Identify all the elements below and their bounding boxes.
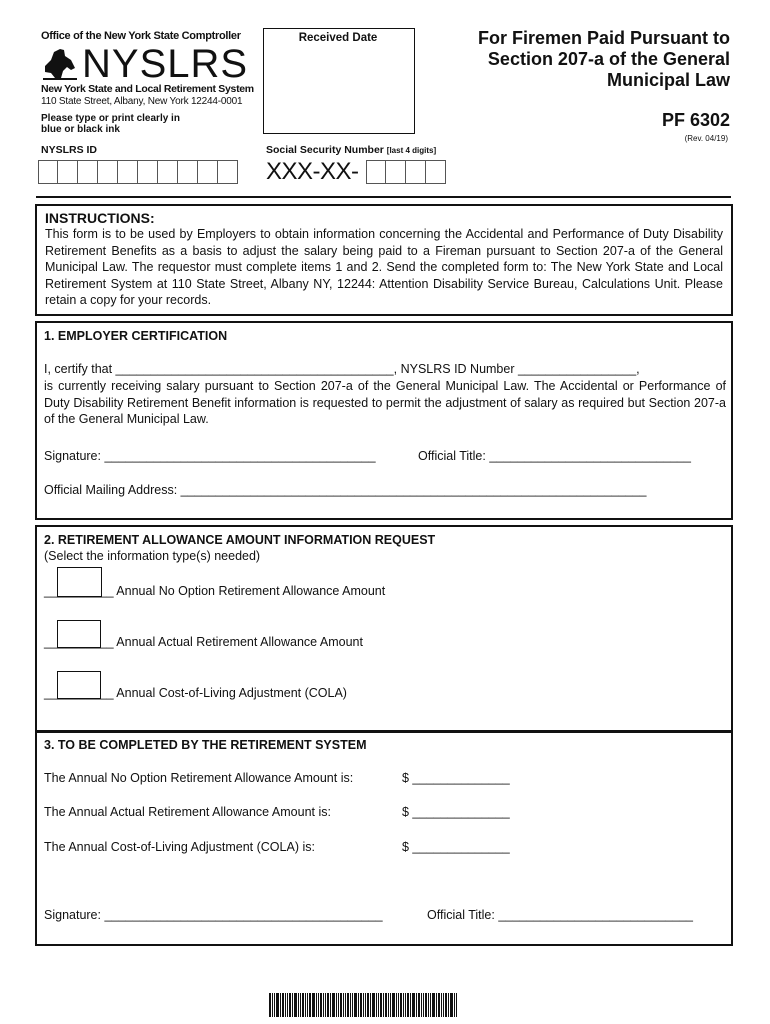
ssn-digit-box[interactable]	[426, 160, 446, 184]
id-digit-box[interactable]	[218, 160, 238, 184]
barcode-bar	[436, 993, 437, 1017]
cola-amount-field[interactable]: $ ______________	[402, 840, 510, 854]
id-digit-box[interactable]	[98, 160, 118, 184]
barcode-bar	[378, 993, 379, 1017]
barcode-bar	[383, 993, 384, 1017]
form-title	[440, 28, 730, 91]
id-digit-box[interactable]	[78, 160, 98, 184]
received-date-label: Received Date	[298, 32, 378, 44]
section2-subheading: (Select the information type(s) needed)	[44, 549, 261, 563]
barcode-bar	[410, 993, 411, 1017]
actual-allowance-label: __________ Annual Actual Retirement Allowance Amount	[44, 635, 363, 649]
barcode-bar	[403, 993, 404, 1017]
certify-text: is currently receiving salary pursuant to Section 207-a of the General Municipal Law. The Accidental or Performance of Duty Disability Retirement Benefit information is requested to permit the adjustment of salary as required but Section 207-a of the General Municipal Law.	[44, 379, 726, 426]
system-address: 110 State Street, Albany, New York 12244-0001	[41, 96, 243, 107]
barcode-bar	[323, 993, 324, 1017]
instructions-section	[35, 204, 733, 316]
ssn-label-text: Social Security Number	[266, 144, 384, 156]
barcode-bar	[425, 993, 427, 1017]
ssn-digit-box[interactable]	[406, 160, 426, 184]
barcode-bar	[421, 993, 422, 1017]
nyslrs-logo-word: NYSLRS	[82, 42, 249, 86]
barcode-bar	[367, 993, 369, 1017]
no-option-amount-label: The Annual No Option Retirement Allowance Amount is:	[44, 771, 354, 785]
barcode-bar	[302, 993, 304, 1017]
id-digit-box[interactable]	[58, 160, 78, 184]
barcode-bar	[358, 993, 359, 1017]
no-option-label: __________ Annual No Option Retirement Allowance Amount	[44, 584, 386, 598]
section1-heading: 1. EMPLOYER CERTIFICATION	[44, 329, 228, 343]
barcode-bar	[276, 993, 279, 1017]
barcode-bar	[309, 993, 311, 1017]
barcode-bar	[318, 993, 319, 1017]
new-york-state-logo-icon	[41, 46, 79, 82]
ssn-prefix: XXX-XX-	[266, 158, 359, 185]
allowance-request-section	[35, 525, 733, 732]
barcode-bar	[336, 993, 337, 1017]
ssn-label-note: [last 4 digits]	[386, 146, 437, 155]
cola-label: __________ Annual Cost-of-Living Adjustment (COLA)	[44, 686, 347, 700]
barcode-bar	[285, 993, 286, 1017]
title-line-3: Municipal Law	[606, 70, 730, 90]
section2-heading: 2. RETIREMENT ALLOWANCE AMOUNT INFORMATION REQUEST	[44, 533, 436, 547]
section3-heading: 3. TO BE COMPLETED BY THE RETIREMENT SYSTEM	[44, 738, 367, 752]
barcode-bar	[423, 993, 424, 1017]
barcode-bar	[289, 993, 291, 1017]
barcode-bar	[332, 993, 335, 1017]
nyslrs-id-label: NYSLRS ID	[41, 144, 98, 156]
system-name: New York State and Local Retirement System	[41, 83, 254, 95]
header-divider	[36, 196, 731, 198]
ssn-digit-box[interactable]	[386, 160, 406, 184]
barcode-bar	[274, 993, 275, 1017]
barcode-bar	[352, 993, 353, 1017]
barcode-bar	[269, 993, 271, 1017]
barcode-bar	[430, 993, 431, 1017]
barcode-bar	[443, 993, 444, 1017]
barcode-bar	[396, 993, 397, 1017]
barcode-bar	[294, 993, 297, 1017]
barcode-bar	[307, 993, 308, 1017]
barcode-bar	[340, 993, 342, 1017]
certify-line[interactable]: I, certify that ________________________________________, NYSLRS ID Number _________________,	[44, 362, 640, 376]
barcode-bar	[298, 993, 299, 1017]
title-line-1: For Firemen Paid Pursuant to	[477, 28, 730, 48]
id-digit-box[interactable]	[138, 160, 158, 184]
barcode-bar	[363, 993, 364, 1017]
id-digit-box[interactable]	[198, 160, 218, 184]
barcode-bar	[398, 993, 399, 1017]
barcode-bar	[280, 993, 281, 1017]
no-option-amount-field[interactable]: $ ______________	[402, 771, 510, 785]
barcode-bar	[350, 993, 351, 1017]
barcode-bar	[392, 993, 395, 1017]
id-digit-box[interactable]	[158, 160, 178, 184]
revision-date: (Rev. 04/19)	[684, 134, 728, 143]
barcode-bar	[282, 993, 284, 1017]
ssn-digit-box[interactable]	[366, 160, 386, 184]
instructions-heading: INSTRUCTIONS:	[45, 210, 155, 226]
barcode-bar	[380, 993, 382, 1017]
barcode-bar	[376, 993, 377, 1017]
barcode-bar	[412, 993, 415, 1017]
barcode-bar	[454, 993, 455, 1017]
barcode-bar	[432, 993, 435, 1017]
id-digit-box[interactable]	[38, 160, 58, 184]
barcode-bar	[305, 993, 306, 1017]
barcode-bar	[330, 993, 331, 1017]
barcode-bar	[388, 993, 389, 1017]
instructions-text: This form is to be used by Employers to obtain information concerning the Accidental and Performance of Duty Disability Retirement Benefits as a basis to adjust the salary being paid to a Fireman pursuant to Section 207-a of the General Municipal Law. The requestor must complete items 1 and 2. Send the completed form to: The New York State and Local Retirement System at 110 State Street, Albany NY, 12244: Attention Disability Service Bureau, Calculations Unit. Please retain a copy for your records.	[45, 227, 723, 307]
employer-signature-field[interactable]: Signature: _______________________________________	[44, 449, 376, 463]
barcode-bar	[448, 993, 449, 1017]
barcode-bar	[385, 993, 387, 1017]
barcode-bar	[327, 993, 329, 1017]
mailing-address-field[interactable]: Official Mailing Address: ___________________________________________________________________	[44, 483, 647, 497]
id-digit-box[interactable]	[178, 160, 198, 184]
barcode-bar	[416, 993, 417, 1017]
barcode-bar	[390, 993, 391, 1017]
barcode-bar	[445, 993, 447, 1017]
ssn-last4-field[interactable]	[366, 160, 446, 184]
barcode-bar	[354, 993, 357, 1017]
system-signature-field[interactable]: Signature: ________________________________________	[44, 908, 383, 922]
barcode-bar	[287, 993, 288, 1017]
system-official-title-field[interactable]: Official Title: ____________________________	[427, 908, 693, 922]
barcode-bar	[370, 993, 371, 1017]
id-digit-box[interactable]	[118, 160, 138, 184]
office-name: Office of the New York State Comptroller	[41, 30, 241, 42]
barcode-bar	[316, 993, 317, 1017]
barcode-bar	[345, 993, 346, 1017]
barcode-bar	[418, 993, 420, 1017]
barcode-bar	[292, 993, 293, 1017]
barcode-bar	[325, 993, 326, 1017]
nyslrs-id-field[interactable]	[38, 160, 238, 184]
barcode-bar	[347, 993, 349, 1017]
barcode-bar	[407, 993, 409, 1017]
barcode-bar	[438, 993, 440, 1017]
barcode-bar	[272, 993, 273, 1017]
barcode-bar	[338, 993, 339, 1017]
print-instructions: Please type or print clearly in blue or black ink	[41, 113, 180, 135]
barcode-bar	[456, 993, 457, 1017]
barcode-bar	[450, 993, 453, 1017]
barcode-bar	[320, 993, 322, 1017]
barcode-bar	[360, 993, 362, 1017]
barcode-bar	[400, 993, 402, 1017]
barcode-bar	[372, 993, 375, 1017]
employer-official-title-field[interactable]: Official Title: _____________________________	[418, 449, 691, 463]
employer-certification-section	[35, 321, 733, 520]
barcode	[269, 993, 499, 1017]
actual-amount-field[interactable]: $ ______________	[402, 805, 510, 819]
cola-amount-label: The Annual Cost-of-Living Adjustment (COLA) is:	[44, 840, 315, 854]
barcode-bar	[300, 993, 301, 1017]
form-number: PF 6302	[661, 110, 730, 130]
barcode-bar	[343, 993, 344, 1017]
barcode-bar	[441, 993, 442, 1017]
retirement-system-section	[35, 731, 733, 946]
actual-amount-label: The Annual Actual Retirement Allowance Amount is:	[44, 805, 331, 819]
title-line-2: Section 207-a of the General	[487, 49, 730, 69]
barcode-bar	[312, 993, 315, 1017]
barcode-bar	[365, 993, 366, 1017]
barcode-bar	[405, 993, 406, 1017]
barcode-bar	[428, 993, 429, 1017]
ssn-label	[266, 144, 436, 156]
